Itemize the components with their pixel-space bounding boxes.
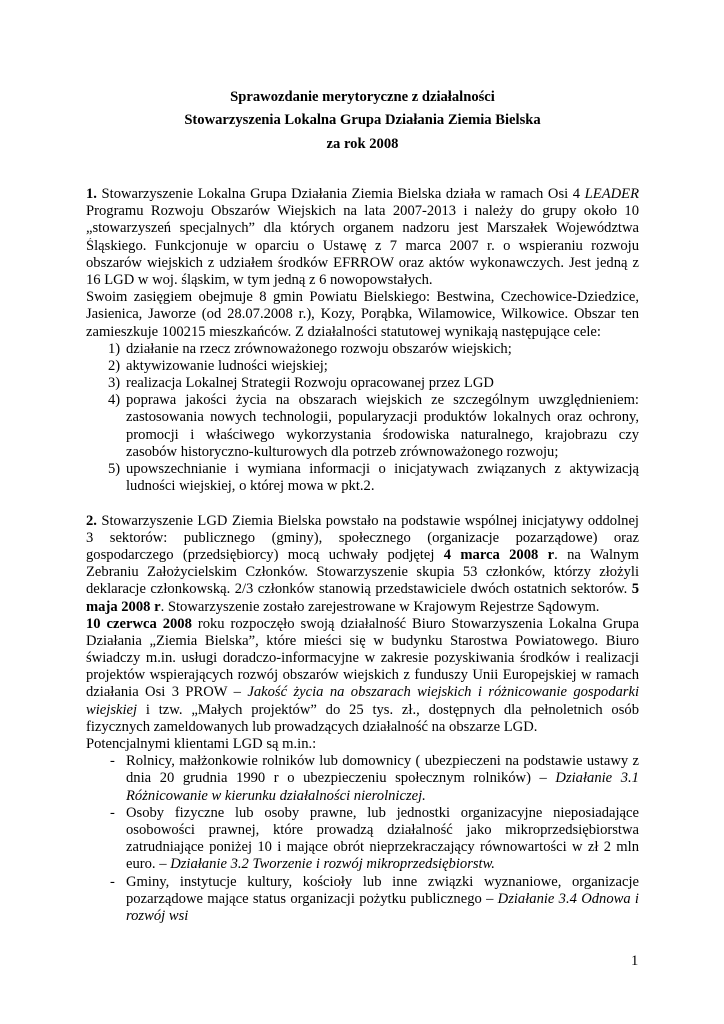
paragraph-line: Zebraniu Założycielskim Członków. Stowarzyszenie skupia 53 członków, którzy złożyli bbox=[86, 564, 639, 581]
paragraph-line: projektów wspierających rozwój obszarów wiejskich z funduszy Unii Europejskiej w ramach bbox=[86, 667, 639, 684]
paragraph-line: 1. Stowarzyszenie Lokalna Grupa Działania Ziemia Bielska działa w ramach Osi 4 LEADER bbox=[86, 186, 639, 202]
report-year: za rok 2008 bbox=[326, 136, 399, 152]
page-number: 1 bbox=[631, 953, 639, 969]
list-item: 2) aktywizowanie ludności wiejskiej; bbox=[108, 357, 328, 374]
section-number: 1. bbox=[86, 186, 97, 202]
paragraph-line: „stowarzyszeń specjalnych” dla których organem nadzoru jest Marszałek Województwa bbox=[86, 220, 639, 237]
paragraph-line: obszarów wiejskich z udziałem środków EFRROW oraz aktów wykonawczych. Jest jedną z bbox=[86, 254, 639, 271]
paragraph-line: świadczy m.in. usługi doradczo-informacyjne w zakresie pozyskiwania środków i realizacji bbox=[86, 650, 639, 667]
paragraph-line: Programu Rozwoju Obszarów Wiejskich na lata 2007-2013 i należy do grupy około 10 bbox=[86, 203, 639, 220]
list-number: 3) bbox=[108, 375, 121, 392]
list-item: - Gminy, instytucje kultury, kościoły lub inne związki wyznaniowe, organizacje pozarządowe mające status organizacji pożytku publicznego – Działanie 3.4 Odnowa i rozwój wsi bbox=[110, 873, 639, 924]
list-item: - Osoby fizyczne lub osoby prawne, lub jednostki organizacyjne nieposiadające osobowości prawnej, które prowadzą działalność jako mikroprzedsiębiorstwa zatrudniające poniżej 10 i mające obrót nieprzekraczający równowartości w zł 2 mln euro. – Działanie 3.2 Tworzenie i rozwój mikroprzedsiębiorstw. bbox=[110, 804, 639, 873]
clients-list bbox=[86, 753, 639, 925]
list-dash: - bbox=[110, 753, 115, 770]
paragraph-line: gospodarczego (przedsiębiorcy) mocą uchwały podjętej 4 marca 2008 r. na Walnym bbox=[86, 546, 639, 563]
goals-list bbox=[86, 341, 639, 496]
list-dash: - bbox=[110, 804, 115, 821]
list-number: 4) bbox=[108, 392, 121, 409]
list-number: 1) bbox=[108, 340, 121, 357]
section-2 bbox=[86, 513, 639, 926]
paragraph-line: 3 sektorów: publicznego (gminy), społecznego (organizacje pozarządowe) oraz bbox=[86, 529, 639, 546]
paragraph-line: Swoim zasięgiem obejmuje 8 gmin Powiatu Bielskiego: Bestwina, Czechowice-Dziedzice, bbox=[86, 289, 639, 306]
paragraph-line: fizycznych zameldowanych lub prowadzących działalność na obszarze LGD. bbox=[86, 718, 538, 735]
list-dash: - bbox=[110, 873, 115, 890]
paragraph-line: Potencjalnymi klientami LGD są m.in.: bbox=[86, 736, 317, 752]
section-spacer bbox=[86, 495, 639, 512]
list-item: 1) działanie na rzecz zrównoważonego rozwoju obszarów wiejskich; bbox=[108, 340, 512, 357]
list-item: - Rolnicy, małżonkowie rolników lub domownicy ( ubezpieczeni na podstawie ustawy z dnia 20 grudnia 1990 r o ubezpieczeniu społecznym rolników) – Działanie 3.1 Różnicowanie w kierunku działalności nierolniczej. bbox=[110, 753, 639, 804]
list-item: 3) realizacja Lokalnej Strategii Rozwoju opracowanej przez LGD bbox=[108, 375, 494, 392]
paragraph-line: 16 LGD w woj. śląskim, w tym jedną z 6 nowopowstałych. bbox=[86, 271, 433, 288]
section-number: 2. bbox=[86, 512, 97, 529]
paragraph-line: deklaracje członkowską. 2/3 członków stanowią przedstawiciele dwóch ostatnich sektorów. 5 bbox=[86, 581, 639, 598]
paragraph-line: 10 czerwca 2008 roku rozpoczęło swoją działalność Biuro Stowarzyszenia Lokalna Grupa bbox=[86, 615, 639, 632]
paragraph-line: działania Osi 3 PROW – Jakość życia na obszarach wiejskich i różnicowanie gospodarki bbox=[86, 684, 639, 701]
paragraph-line: Śląskiego. Funkcjonuje w oparciu o Ustawę z 7 marca 2007 r. o wspieraniu rozwoju bbox=[86, 237, 639, 254]
paragraph-line: Działania „Ziemia Bielska”, które mieści się w budynku Starostwa Powiatowego. Biuro bbox=[86, 632, 639, 649]
paragraph-line: 2. Stowarzyszenie LGD Ziemia Bielska powstało na podstawie wspólnej inicjatywy oddolnej bbox=[86, 512, 639, 529]
list-number: 2) bbox=[108, 357, 121, 374]
section-1 bbox=[86, 186, 639, 495]
organization-name: Stowarzyszenia Lokalna Grupa Działania Ziemia Bielska bbox=[184, 112, 541, 128]
list-number: 5) bbox=[108, 461, 121, 477]
paragraph-line: Jasienica, Jaworze (od 28.07.2008 r.), Kozy, Porąbka, Wilamowice, Wilkowice. Obszar ten bbox=[86, 306, 639, 323]
document-body bbox=[86, 186, 639, 925]
paragraph-line: maja 2008 r. Stowarzyszenie zostało zarejestrowane w Krajowym Rejestrze Sądowym. bbox=[86, 598, 600, 615]
list-item: 5) upowszechnianie i wymiana informacji o inicjatywach związanych z aktywizacją ludności wiejskiej, o której mowa w pkt.2. bbox=[108, 461, 639, 495]
report-title: Sprawozdanie merytoryczne z działalności bbox=[230, 89, 495, 105]
list-item: 4) poprawa jakości życia na obszarach wiejskich ze szczególnym uwzględnieniem: zastosowania nowych technologii, popularyzacji produktów lokalnych oraz ochrony, promocji i właściwego wykorzystania środowiska naturalnego, krajobrazu czy zasobów historyczno-kulturowych dla potrzeb zrównoważonego rozwoju; bbox=[108, 392, 639, 460]
paragraph-line: wiejskiej i tzw. „Małych projektów” do 25 tys. zł., dostępnych dla pełnoletnich osób bbox=[86, 701, 639, 718]
paragraph-line: zamieszkuje 100215 mieszkańców. Z działalności statutowej wynikają następujące cele: bbox=[86, 323, 601, 340]
